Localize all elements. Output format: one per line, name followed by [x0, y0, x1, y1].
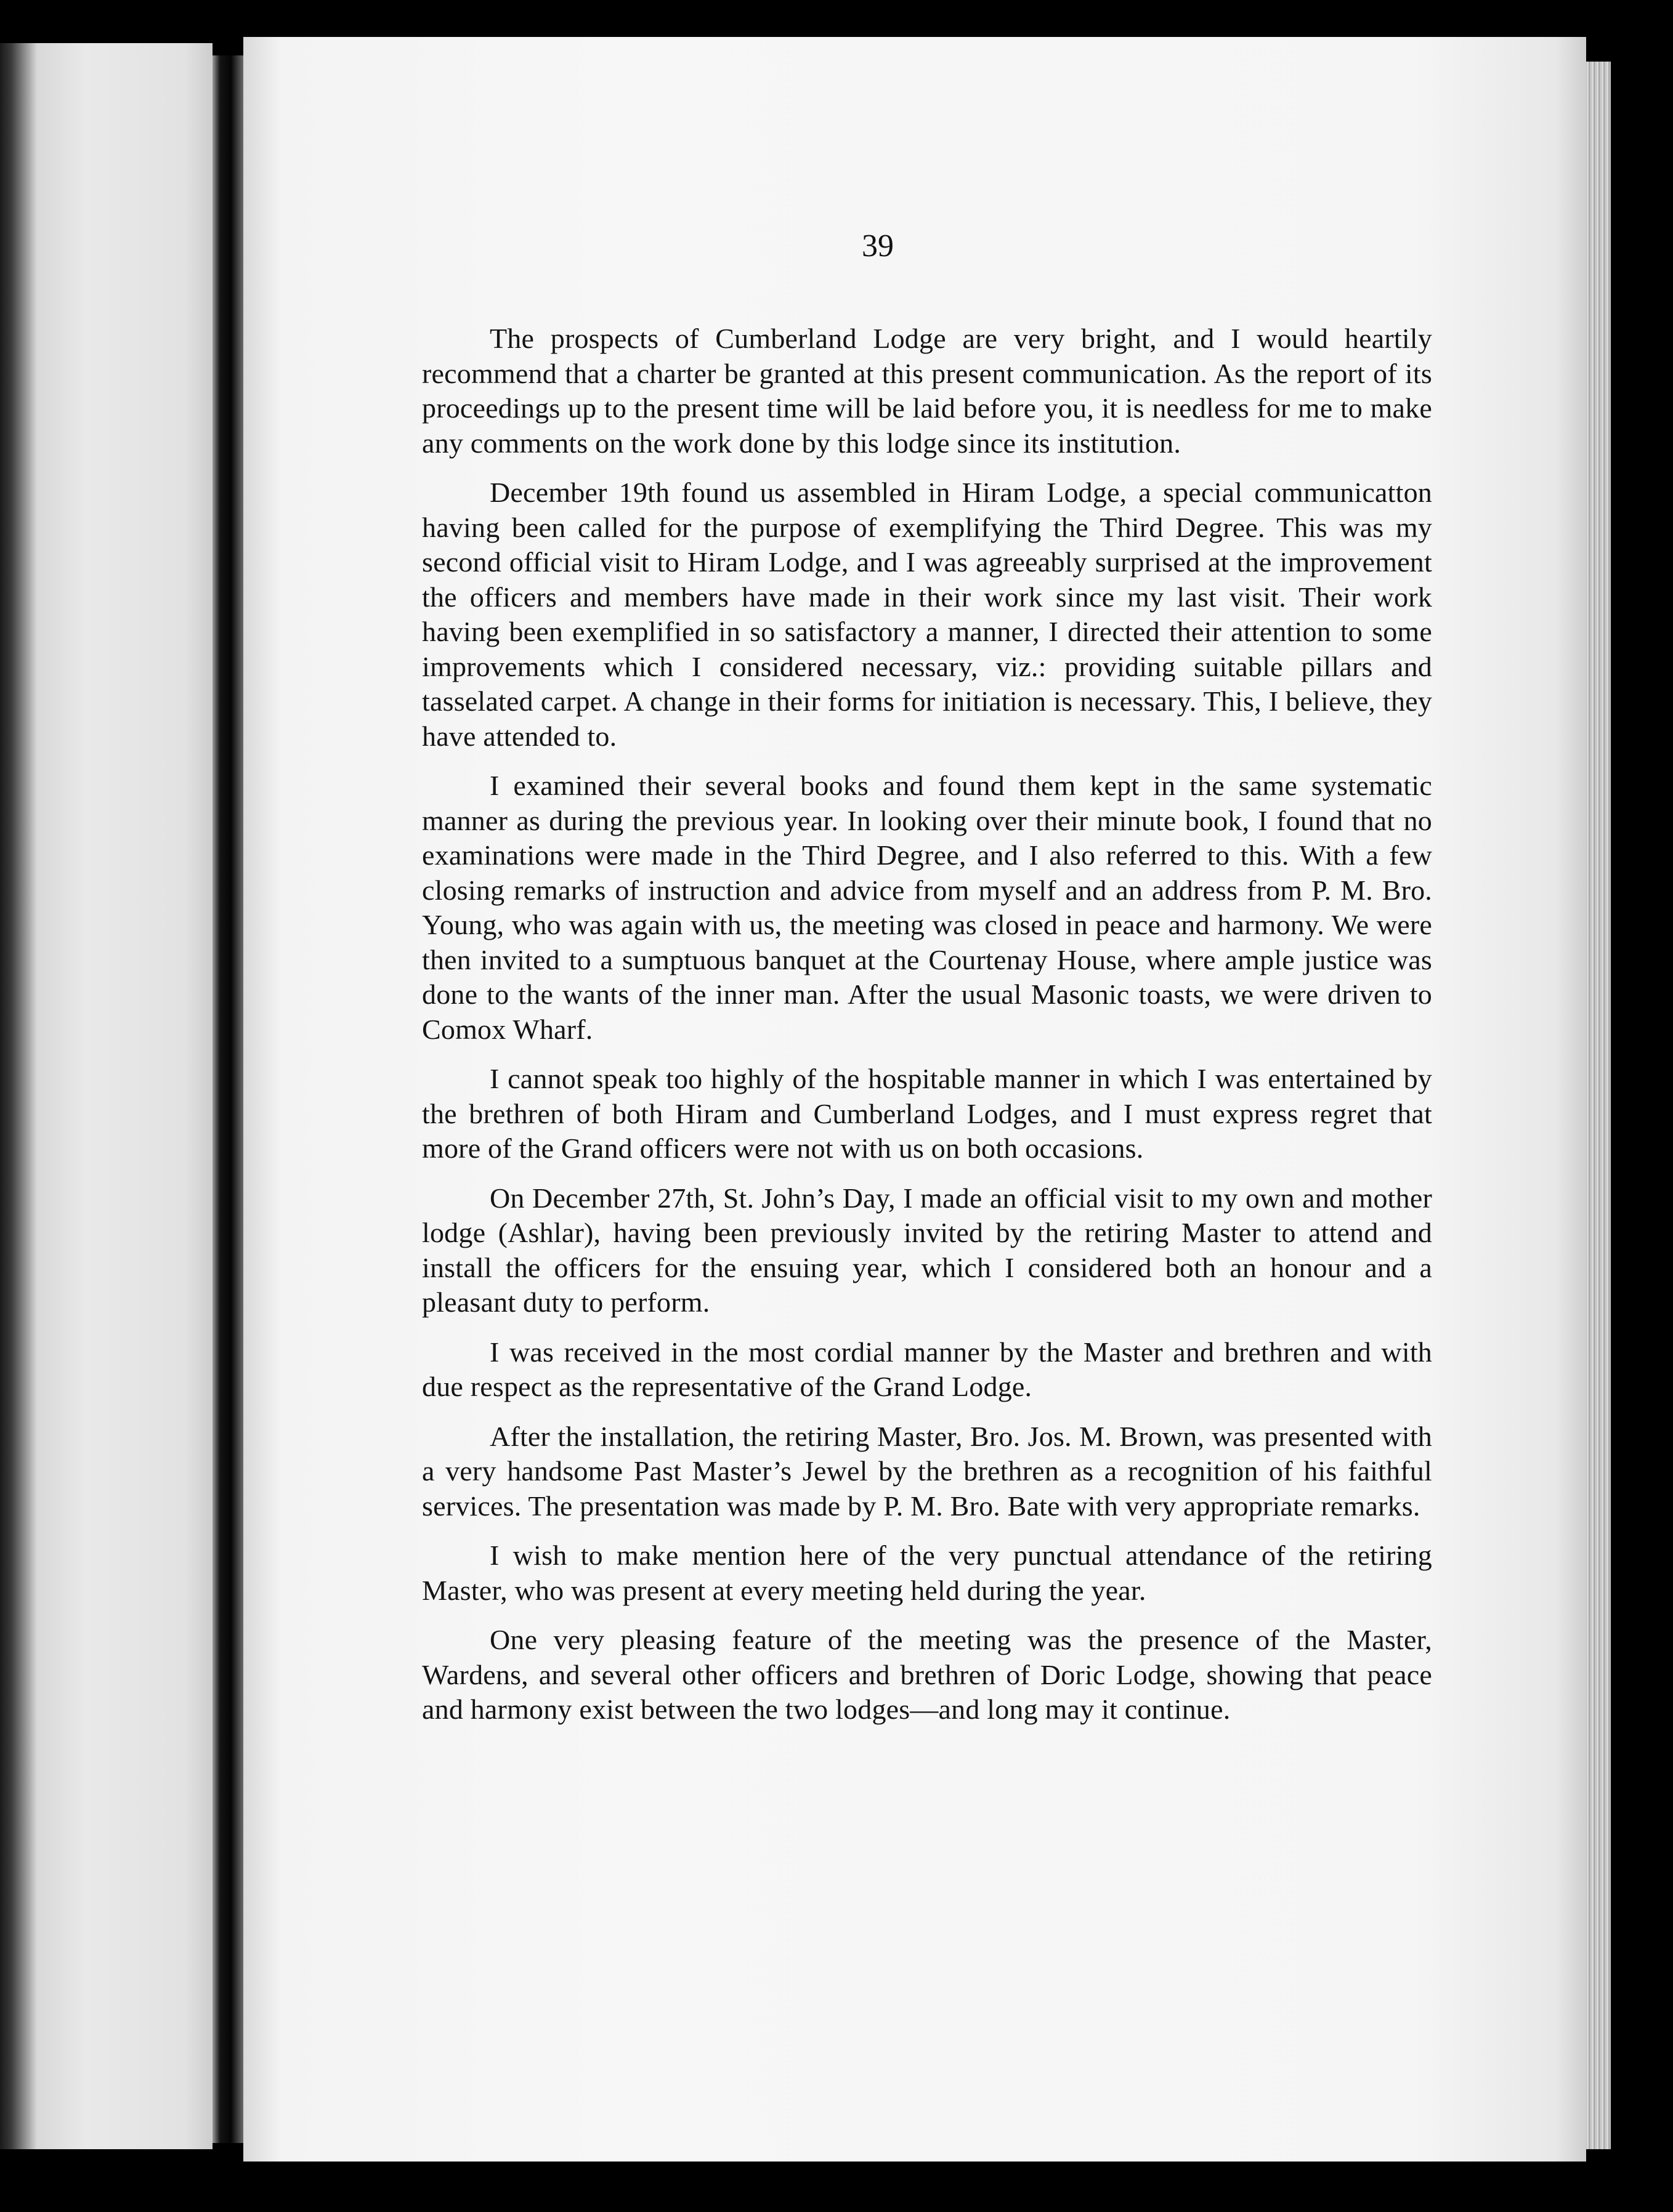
page-number: 39 — [862, 228, 894, 264]
paragraph: I wish to make mention here of the very punctual attendance of the retiring Master, who was present at every meeting held during the year. — [422, 1540, 1432, 1606]
paragraph: December 19th found us assembled in Hiram Lodge, a special communicatton having been called for the purpose of exemplifying the Third Degree. This was my second official visit to Hiram Lodge, and I was agreeably surprised at the improvement the officers and members have made in their work since my last visit. Their work having been exemplified in so satisfactory a manner, I directed their attention to some improvements which I considered necessary, viz.: providing suitable pillars and tasselated carpet. A change in their forms for initiation is necessary. This, I believe, they have attended to. — [422, 477, 1432, 752]
binding-gutter — [213, 55, 243, 2143]
paragraph: The prospects of Cumberland Lodge are very bright, and I would heartily recommend that a charter be granted at this present communication. As the report of its proceedings up to the present time will be laid before you, it is needless for me to make any comments on the work done by this lodge since its institution. — [422, 323, 1432, 459]
paragraph: After the installation, the retiring Master, Bro. Jos. M. Brown, was presented with a very handsome Past Master’s Jewel by the brethren as a recognition of his faithful services. The presentation was made by P. M. Bro. Bate with very appropriate remarks. — [422, 1420, 1432, 1522]
body-text — [422, 321, 1432, 1742]
paragraph: On December 27th, St. John’s Day, I made an official visit to my own and mother lodge (Ashlar), having been previously invited by the retiring Master to attend and install the officers for the ensuing year, which I considered both an honour and a pleasant duty to perform. — [422, 1182, 1432, 1318]
printed-page — [243, 37, 1586, 2162]
paragraph: One very pleasing feature of the meeting was the presence of the Master, Wardens, and several other officers and brethren of Doric Lodge, showing that peace and harmony exist between the two lodges—and long may it continue. — [422, 1624, 1432, 1725]
paragraph: I examined their several books and found them kept in the same systematic manner as during the previous year. In looking over their minute book, I found that no examinations were made in the Third Degree, and I also referred to this. With a few closing remarks of instruction and advice from myself and an address from P. M. Bro. Young, who was again with us, the meeting was closed in peace and harmony. We were then invited to a sumptuous banquet at the Courtenay House, where ample justice was done to the wants of the inner man. After the usual Masonic toasts, we were driven to Comox Wharf. — [422, 770, 1432, 1045]
stacked-page-edges — [1586, 62, 1611, 2149]
paragraph: I cannot speak too highly of the hospitable manner in which I was entertained by the brethren of both Hiram and Cumberland Lodges, and I must express regret that more of the Grand officers were not with us on both occasions. — [422, 1063, 1432, 1164]
previous-page-edge — [0, 43, 213, 2149]
paragraph: I was received in the most cordial manner by the Master and brethren and with due respect as the representative of the Grand Lodge. — [422, 1336, 1432, 1402]
